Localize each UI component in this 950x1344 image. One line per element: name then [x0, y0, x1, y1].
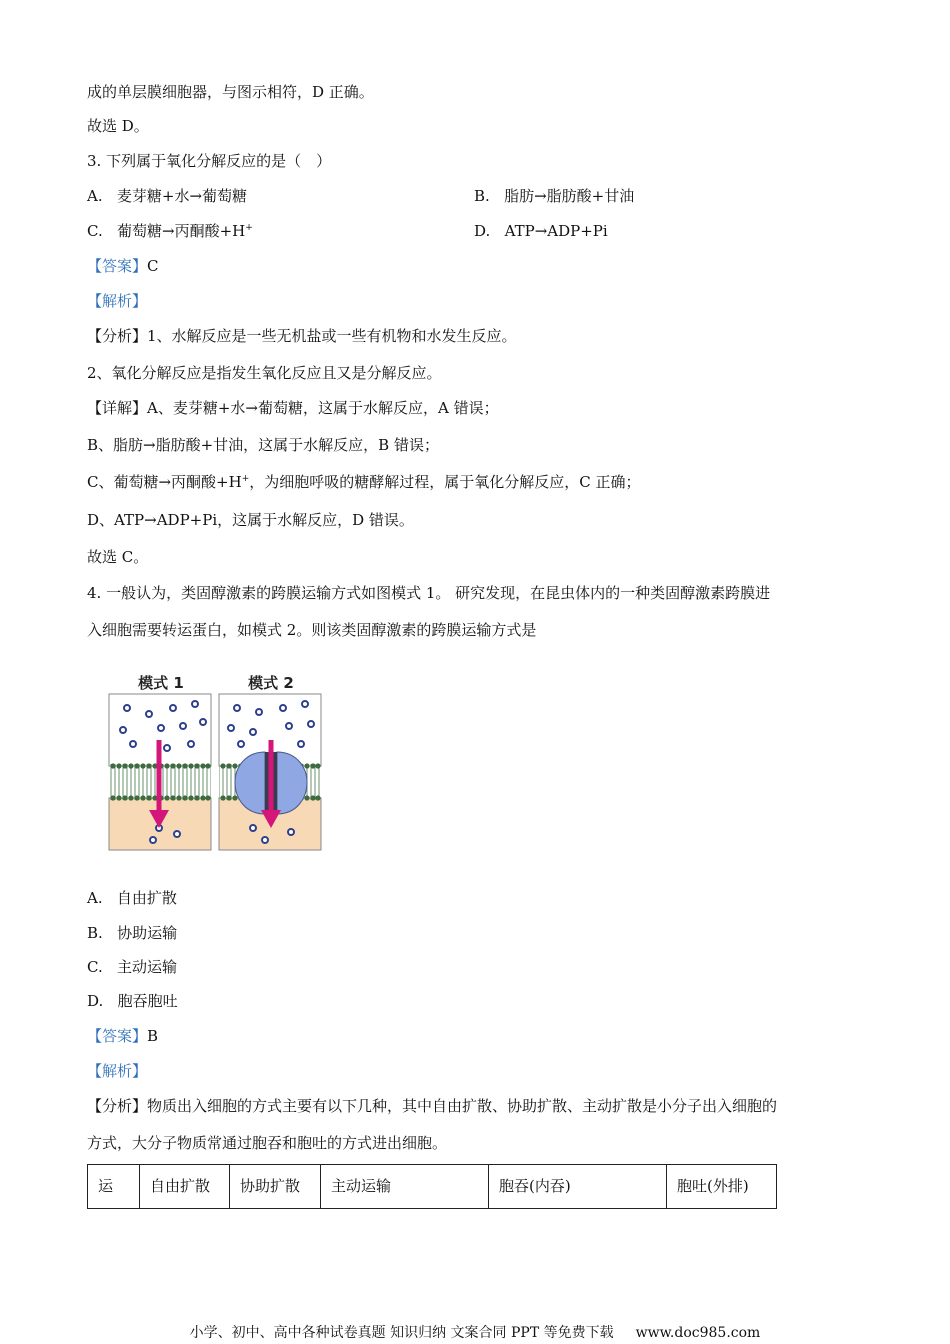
option-letter: D.	[87, 992, 104, 1010]
table-cell: 主动运输	[321, 1165, 489, 1209]
option-text: 协助运输	[117, 924, 178, 942]
option-text: 葡萄糖→丙酮酸+H	[117, 222, 246, 240]
option-letter: A.	[87, 187, 103, 205]
option-letter: D.	[474, 222, 491, 240]
table-row	[88, 1165, 777, 1209]
answer-tag: 【答案】	[87, 257, 148, 275]
option-letter: A.	[87, 889, 103, 907]
panel-2-label: 模式 2	[248, 674, 294, 692]
table-cell: 胞吐(外排)	[667, 1165, 777, 1209]
detail-c-pre: C、葡萄糖→丙酮酸+H	[87, 473, 242, 491]
q3-option-c	[87, 221, 253, 241]
q3-option-a	[87, 186, 247, 206]
option-letter: C.	[87, 958, 103, 976]
answer-tag: 【答案】	[87, 1027, 148, 1045]
fenxi-tag: 【分析】	[87, 1097, 148, 1115]
table-cell: 自由扩散	[140, 1165, 230, 1209]
page-footer	[0, 1322, 950, 1342]
q4-option-c	[87, 957, 177, 977]
superscript-plus: +	[241, 474, 250, 484]
q3-detail-b: B、脂肪→脂肪酸+甘油，这属于水解反应，B 错误；	[87, 436, 439, 454]
q3-answer	[87, 256, 159, 276]
footer-link[interactable]: www.doc985.com	[635, 1325, 761, 1341]
table-cell: 运	[88, 1165, 140, 1209]
transport-table	[87, 1164, 777, 1209]
q3-detail-c	[87, 472, 641, 492]
panel-1-label: 模式 1	[138, 674, 184, 692]
q4-option-b	[87, 923, 177, 943]
superscript-plus: +	[245, 223, 253, 233]
fenxi-text: 物质出入细胞的方式主要有以下几种，其中自由扩散、协助扩散、主动扩散是小分子出入细胞的	[147, 1097, 778, 1115]
q3-analysis-tag: 【解析】	[87, 292, 148, 310]
q4-option-a	[87, 888, 177, 908]
option-letter: C.	[87, 222, 103, 240]
option-text: 脂肪→脂肪酸+甘油	[504, 187, 635, 205]
q4-option-d	[87, 991, 178, 1011]
option-text: 麦芽糖+水→葡萄糖	[116, 187, 248, 205]
prev-answer-line: 成的单层膜细胞器，与图示相符，D 正确。	[87, 83, 374, 101]
detail-tag: 【详解】	[87, 399, 148, 417]
option-letter: B.	[87, 924, 103, 942]
q4-fenxi-1	[87, 1096, 777, 1116]
option-text: 主动运输	[117, 958, 178, 976]
transport-diagram	[105, 668, 325, 853]
question-3-stem: 3. 下列属于氧化分解反应的是（ ）	[87, 152, 332, 170]
option-text: 胞吞胞吐	[117, 992, 178, 1010]
answer-value: B	[147, 1027, 159, 1045]
q3-detail-a	[87, 398, 499, 418]
fenxi-tag: 【分析】	[87, 327, 148, 345]
question-4-stem-2: 入细胞需要转运蛋白，如模式 2。则该类固醇激素的跨膜运输方式是	[87, 621, 537, 639]
table-cell: 协助扩散	[230, 1165, 321, 1209]
q3-choose: 故选 C。	[87, 548, 149, 566]
fenxi-text: 1、水解反应是一些无机盐或一些有机物和水发生反应。	[147, 327, 517, 345]
q3-detail-d: D、ATP→ADP+Pi，这属于水解反应，D 错误。	[87, 511, 414, 529]
q3-option-d	[474, 221, 608, 241]
footer-text: 小学、初中、高中各种试卷真题 知识归纳 文案合同 PPT 等免费下载	[189, 1325, 614, 1341]
option-letter: B.	[474, 187, 490, 205]
question-4-stem-1: 4. 一般认为，类固醇激素的跨膜运输方式如图模式 1。 研究发现，在昆虫体内的一种类固醇激素跨膜进	[87, 584, 771, 602]
detail-c-post: ，为细胞呼吸的糖酵解过程，属于氧化分解反应，C 正确；	[249, 473, 641, 491]
q4-answer	[87, 1026, 158, 1046]
answer-value: C	[147, 257, 159, 275]
option-text: ATP→ADP+Pi	[504, 222, 608, 240]
q3-fenxi-1	[87, 326, 517, 346]
transport-diagram-svg	[105, 668, 325, 853]
option-text: 自由扩散	[116, 889, 177, 907]
prev-choose-line: 故选 D。	[87, 117, 149, 135]
q4-fenxi-2: 方式，大分子物质常通过胞吞和胞吐的方式进出细胞。	[87, 1134, 448, 1152]
q4-analysis-tag: 【解析】	[87, 1062, 148, 1080]
detail-text: A、麦芽糖+水→葡萄糖，这属于水解反应，A 错误；	[147, 399, 499, 417]
q3-fenxi-2: 2、氧化分解反应是指发生氧化反应且又是分解反应。	[87, 364, 442, 382]
table-cell: 胞吞(内吞)	[489, 1165, 667, 1209]
q3-option-b	[474, 186, 634, 206]
